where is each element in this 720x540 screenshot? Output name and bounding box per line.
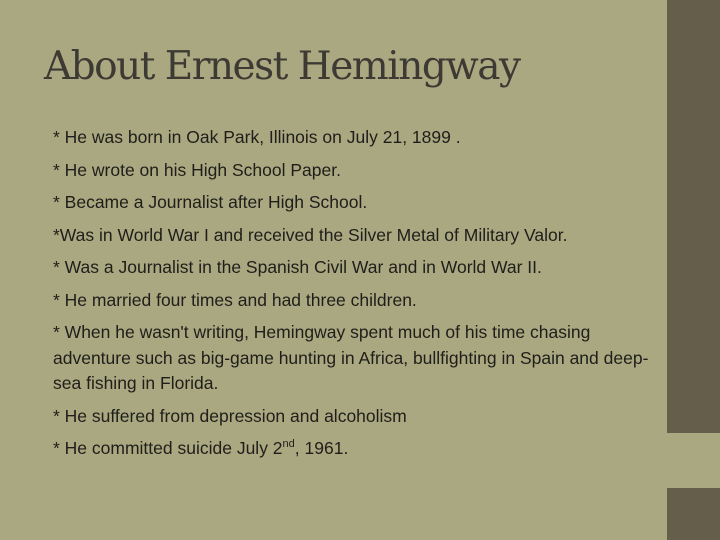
bullet-text-before: * He committed suicide July 2 [53,438,283,458]
ordinal-suffix: nd [282,438,295,450]
bullet-item: * He was born in Oak Park, Illinois on July 21, 1899 . [53,127,461,147]
side-accent-gap [667,433,720,488]
bullet-item: * Was a Journalist in the Spanish Civil War and in World War II. [53,257,542,277]
bullet-text-after: , 1961. [294,438,349,458]
bullet-item: * He suffered from depression and alcoholism [53,405,407,426]
bullet-item: * He wrote on his High School Paper. [53,159,341,180]
bullet-list [53,125,653,469]
bullet-item-last [53,436,653,462]
bullet-item: * He married four times and had three children. [53,289,417,310]
bullet-item: *Was in World War I and received the Silver Metal of Military Valor. [53,224,568,245]
bullet-item: * When he wasn't writing, Hemingway spent much of his time chasing adventure such as big-game hunting in Africa, bullfighting in Spain and deep-sea fishing in Florida. [53,322,649,393]
slide-title: About Ernest Hemingway [44,44,520,89]
bullet-item: * Became a Journalist after High School. [53,192,368,212]
